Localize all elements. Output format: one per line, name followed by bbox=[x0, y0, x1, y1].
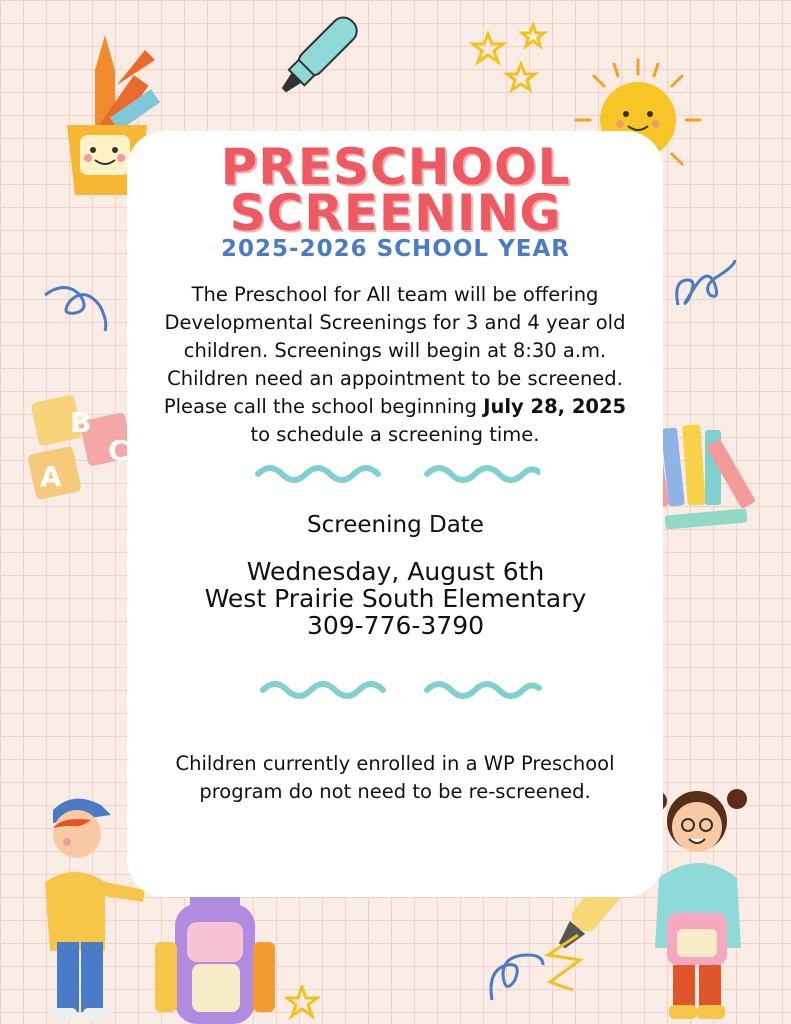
intro-text: The Preschool for All team will be offering Developmental Screenings for 3 and 4 year old children. Screenings will begin at 8:30 a.m. Children need an appointment to be screened. Please call the school beginning bbox=[163, 283, 626, 418]
screening-day: Wednesday, August 6th bbox=[246, 557, 545, 586]
block-letter: B bbox=[70, 406, 92, 439]
squiggle-icon bbox=[40, 280, 115, 340]
wave-divider-icon bbox=[260, 676, 545, 704]
wave-divider-icon bbox=[255, 460, 540, 488]
screening-details bbox=[0, 558, 791, 639]
intro-end: to schedule a screening time. bbox=[250, 423, 540, 446]
screening-phone: 309-776-3790 bbox=[306, 611, 485, 640]
title-line-2: SCREENING bbox=[229, 184, 562, 242]
block-letter: A bbox=[40, 460, 62, 493]
block-letter: C bbox=[108, 434, 129, 467]
backpack-icon bbox=[150, 882, 280, 1024]
abc-blocks-icon bbox=[18, 382, 143, 507]
footer-note: Children currently enrolled in a WP Preschool program do not need to be re-screened. bbox=[175, 752, 615, 803]
girl-illustration-icon bbox=[643, 783, 753, 1024]
intro-date: July 28, 2025 bbox=[483, 395, 627, 418]
stars-icon bbox=[468, 22, 558, 102]
screening-location: West Prairie South Elementary bbox=[204, 584, 587, 613]
school-year-subtitle: 2025-2026 SCHOOL YEAR bbox=[221, 236, 570, 262]
intro-paragraph bbox=[160, 281, 630, 449]
squiggle-icon bbox=[482, 945, 547, 1010]
screening-date-label: Screening Date bbox=[307, 512, 484, 538]
star-icon bbox=[285, 985, 320, 1020]
marker-icon bbox=[270, 12, 360, 112]
title-line-1: PRESCHOOL bbox=[220, 138, 571, 196]
